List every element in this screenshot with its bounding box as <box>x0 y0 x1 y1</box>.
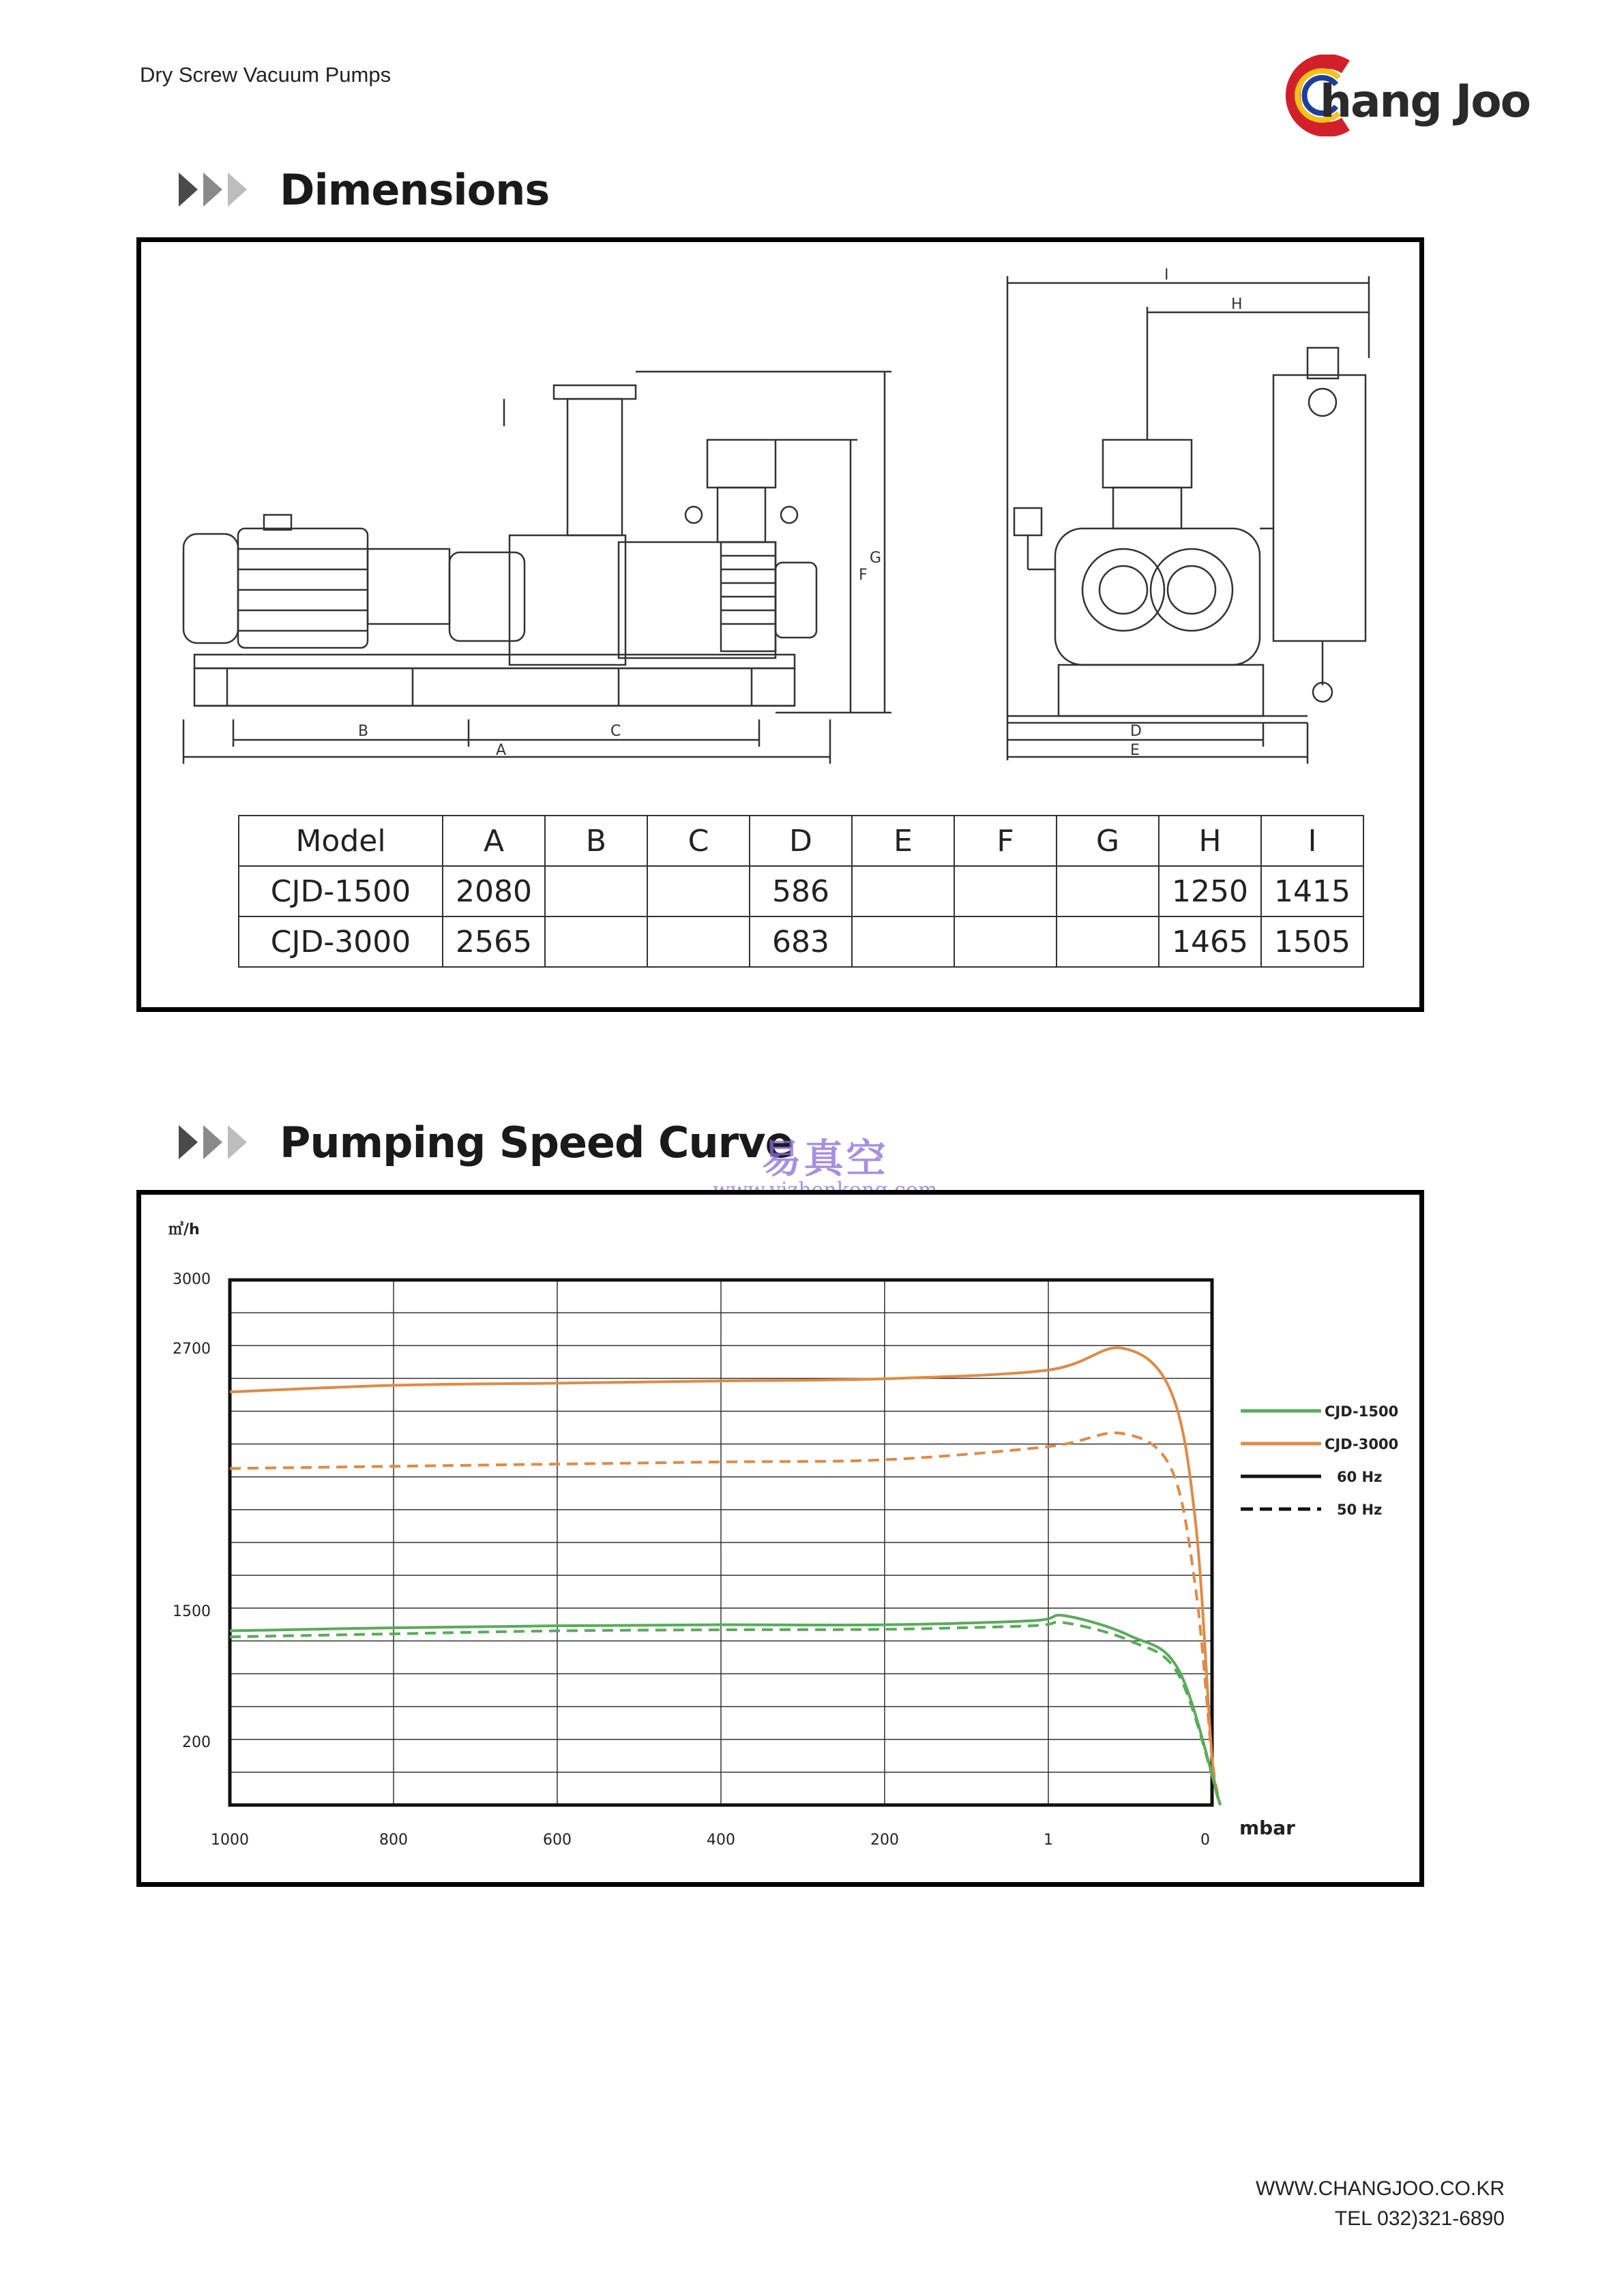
document-header-title: Dry Screw Vacuum Pumps <box>140 63 392 87</box>
table-cell <box>545 866 647 916</box>
dim-label-h: H <box>1231 296 1243 313</box>
y-tick-label: 3000 <box>173 1271 211 1288</box>
table-header-row <box>239 816 1363 866</box>
brand-logo-text: hang Joo <box>1320 75 1530 128</box>
footer-website: WWW.CHANGJOO.CO.KR <box>1256 2177 1505 2200</box>
table-cell <box>852 916 954 967</box>
dim-label-f: F <box>859 567 868 584</box>
y-tick-label: 2700 <box>173 1341 211 1358</box>
x-tick-label: 1 <box>1044 1832 1053 1849</box>
series-line-cjd-3000-60-hz <box>230 1347 1220 1805</box>
speed-curve-title: Pumping Speed Curve <box>280 1117 793 1167</box>
table-cell: 586 <box>750 866 852 916</box>
x-tick-label: 600 <box>543 1832 572 1849</box>
legend-label: 50 Hz <box>1337 1502 1383 1518</box>
x-tick-label: 1000 <box>211 1832 249 1849</box>
dim-label-e: E <box>1130 742 1140 759</box>
table-header-cell: I <box>1261 816 1363 866</box>
table-cell: 2565 <box>443 916 545 967</box>
dimensions-title: Dimensions <box>280 164 550 215</box>
table-cell: CJD-3000 <box>239 916 443 967</box>
series-line-cjd-3000-50-hz <box>230 1433 1220 1805</box>
x-axis-unit: mbar <box>1239 1817 1295 1839</box>
legend-label: CJD-1500 <box>1325 1403 1399 1420</box>
x-tick-label: 800 <box>379 1832 408 1849</box>
x-tick-label: 400 <box>707 1832 735 1849</box>
table-cell <box>1057 866 1159 916</box>
dim-label-i: I <box>1164 267 1169 284</box>
footer-contact <box>1256 2174 1505 2233</box>
dim-label-b: B <box>358 723 369 740</box>
dim-label-g: G <box>870 550 882 567</box>
legend-label: CJD-3000 <box>1325 1436 1399 1452</box>
speed-chart-frame <box>136 1190 1424 1887</box>
watermark-text: 易真空 <box>761 1135 889 1182</box>
dim-label-a: A <box>496 742 507 759</box>
y-tick-label: 1500 <box>173 1603 211 1620</box>
dimension-table <box>238 815 1364 968</box>
dim-label-c: C <box>610 723 621 740</box>
table-header-cell: E <box>852 816 954 866</box>
dimensions-frame <box>136 237 1424 1012</box>
table-cell <box>852 866 954 916</box>
table-cell: 1415 <box>1261 866 1363 916</box>
table-cell: 1505 <box>1261 916 1363 967</box>
table-cell: 2080 <box>443 866 545 916</box>
dimensions-heading <box>179 162 549 217</box>
speed-curve-chart <box>141 1195 1419 1882</box>
table-header-cell: H <box>1159 816 1261 866</box>
table-row <box>239 866 1363 916</box>
footer-phone: TEL 032)321-6890 <box>1334 2207 1505 2230</box>
table-cell: 1465 <box>1159 916 1261 967</box>
table-header-cell: D <box>750 816 852 866</box>
table-cell <box>545 916 647 967</box>
y-tick-label: 200 <box>182 1734 211 1751</box>
table-cell <box>1057 916 1159 967</box>
table-cell <box>954 916 1057 967</box>
triple-arrow-icon <box>179 169 254 210</box>
dim-label-d: D <box>1130 723 1142 740</box>
table-header-cell: C <box>647 816 750 866</box>
speed-curve-heading <box>179 1115 793 1169</box>
table-cell: CJD-1500 <box>239 866 443 916</box>
table-header-cell: G <box>1057 816 1159 866</box>
table-cell: 1250 <box>1159 866 1261 916</box>
table-header-cell: A <box>443 816 545 866</box>
series-line-cjd-1500-50-hz <box>230 1622 1220 1805</box>
y-axis-unit: ㎥/h <box>168 1221 200 1238</box>
table-cell <box>954 866 1057 916</box>
series-line-cjd-1500-60-hz <box>230 1615 1220 1805</box>
table-cell <box>647 866 750 916</box>
legend-label: 60 Hz <box>1337 1469 1383 1485</box>
table-header-cell: B <box>545 816 647 866</box>
table-cell: 683 <box>750 916 852 967</box>
table-row <box>239 916 1363 967</box>
pump-dimension-drawing <box>141 242 1419 774</box>
triple-arrow-icon <box>179 1122 254 1163</box>
x-tick-label: 200 <box>870 1832 899 1849</box>
table-header-cell: F <box>954 816 1057 866</box>
table-header-cell: Model <box>239 816 443 866</box>
table-cell <box>647 916 750 967</box>
x-tick-label: 0 <box>1200 1832 1210 1849</box>
